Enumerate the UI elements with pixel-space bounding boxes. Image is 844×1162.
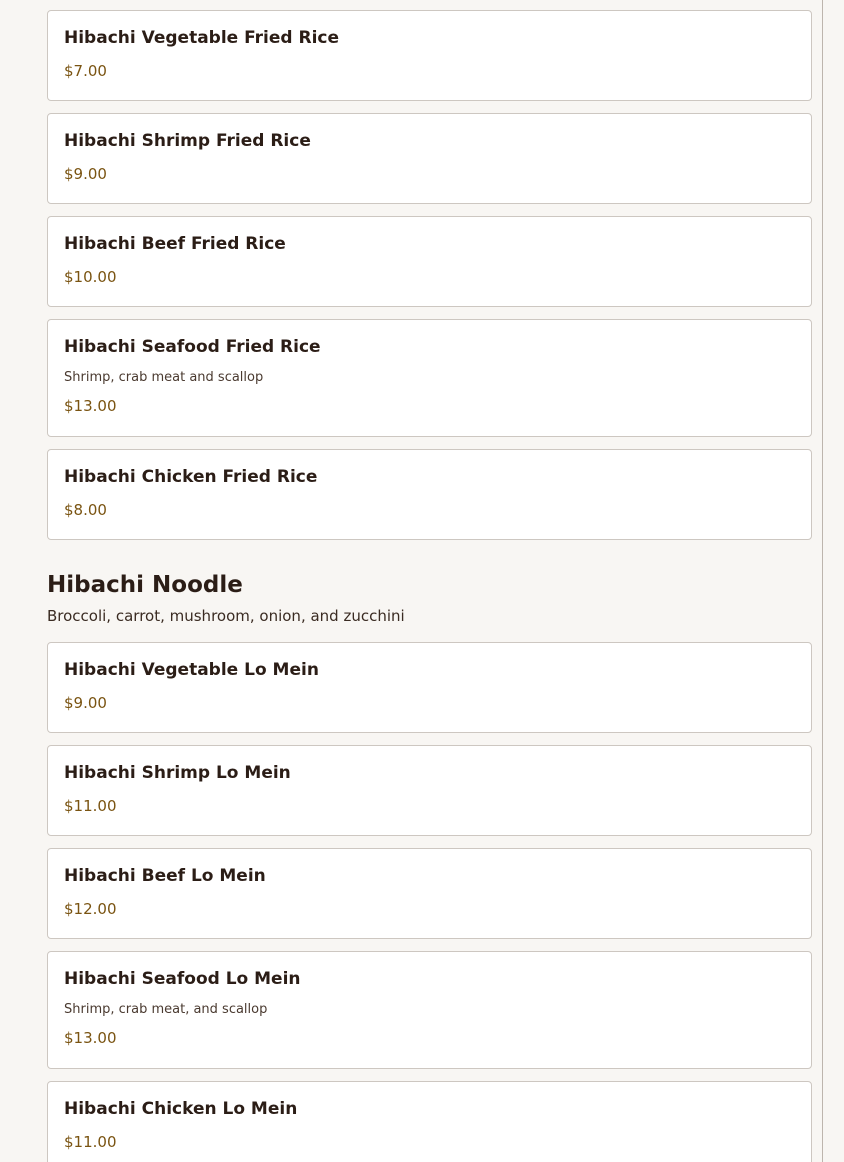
menu-item-name: Hibachi Shrimp Fried Rice [64, 131, 311, 151]
menu-item-price: $7.00 [64, 62, 107, 80]
menu-item-price: $10.00 [64, 268, 117, 286]
menu-item-card[interactable] [47, 10, 812, 101]
menu-item-name: Hibachi Vegetable Lo Mein [64, 660, 319, 680]
menu-item-price: $13.00 [64, 397, 117, 415]
menu-item-name: Hibachi Beef Fried Rice [64, 234, 286, 254]
menu-item-card[interactable] [47, 848, 812, 939]
menu-item-name: Hibachi Seafood Fried Rice [64, 337, 321, 357]
menu-item-name: Hibachi Shrimp Lo Mein [64, 763, 291, 783]
menu-item-name: Hibachi Beef Lo Mein [64, 866, 266, 886]
section-description: Broccoli, carrot, mushroom, onion, and zucchini [47, 607, 405, 625]
menu-item-description: Shrimp, crab meat, and scallop [64, 1002, 268, 1017]
menu-item-card[interactable] [47, 951, 812, 1069]
noodle-section-header [47, 570, 812, 626]
menu-item-card[interactable] [47, 1081, 812, 1162]
menu-item-price: $11.00 [64, 797, 117, 815]
menu-item-description: Shrimp, crab meat and scallop [64, 370, 264, 385]
menu-item-price: $11.00 [64, 1133, 117, 1151]
menu-item-price: $9.00 [64, 165, 107, 183]
menu-item-price: $8.00 [64, 501, 107, 519]
section-title: Hibachi Noodle [47, 572, 243, 598]
menu-item-card[interactable] [47, 216, 812, 307]
menu-item-card[interactable] [47, 449, 812, 540]
menu-item-name: Hibachi Vegetable Fried Rice [64, 28, 339, 48]
menu-item-card[interactable] [47, 319, 812, 437]
menu-item-card[interactable] [47, 113, 812, 204]
menu-item-name: Hibachi Seafood Lo Mein [64, 969, 301, 989]
menu-item-price: $12.00 [64, 900, 117, 918]
menu-item-card[interactable] [47, 745, 812, 836]
menu-item-card[interactable] [47, 642, 812, 733]
menu-item-price: $9.00 [64, 694, 107, 712]
menu-item-name: Hibachi Chicken Fried Rice [64, 467, 318, 487]
menu-column [47, 10, 812, 1162]
menu-item-price: $13.00 [64, 1029, 117, 1047]
page-divider [822, 0, 823, 1162]
menu-item-name: Hibachi Chicken Lo Mein [64, 1099, 298, 1119]
